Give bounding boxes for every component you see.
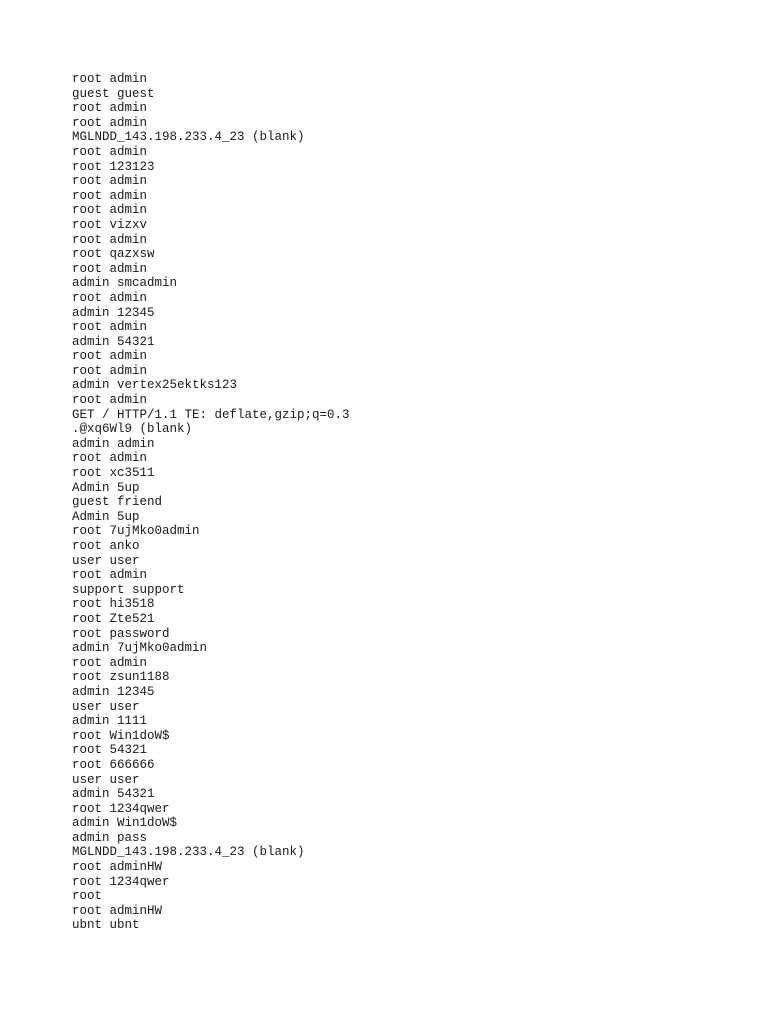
credential-line: root admin xyxy=(72,320,148,335)
credential-line: root admin xyxy=(72,261,148,276)
credential-line: root Win1doW$ xyxy=(72,728,170,743)
credential-list xyxy=(72,72,350,933)
credential-line: admin 7ujMko0admin xyxy=(72,641,208,656)
credential-line: root adminHW xyxy=(72,903,163,918)
credential-line: root admin xyxy=(72,232,148,247)
credential-line: root adminHW xyxy=(72,860,163,875)
credential-line: root 54321 xyxy=(72,743,148,758)
credential-line: root 1234qwer xyxy=(72,801,170,816)
credential-line: GET / HTTP/1.1 TE: deflate,gzip;q=0.3 xyxy=(72,407,350,422)
credential-line: root admin xyxy=(72,115,148,130)
credential-line: ubnt ubnt xyxy=(72,918,140,933)
credential-line: root admin xyxy=(72,144,148,159)
credential-line: root vizxv xyxy=(72,217,148,232)
credential-line: Admin 5up xyxy=(72,480,140,495)
credential-line: root admin xyxy=(72,349,148,364)
credential-line: root 1234qwer xyxy=(72,874,170,889)
credential-line: user user xyxy=(72,553,140,568)
credential-line: root admin xyxy=(72,290,148,305)
credential-line: root 7ujMko0admin xyxy=(72,524,200,539)
credential-line: root hi3518 xyxy=(72,597,155,612)
credential-line: guest guest xyxy=(72,86,155,101)
credential-line: root 123123 xyxy=(72,159,155,174)
credential-line: root zsun1188 xyxy=(72,670,170,685)
credential-line: support support xyxy=(72,582,185,597)
credential-line: admin 54321 xyxy=(72,334,155,349)
credential-line: root admin xyxy=(72,655,148,670)
credential-line: root Zte521 xyxy=(72,611,155,626)
credential-line: root qazxsw xyxy=(72,247,155,262)
credential-line: root admin xyxy=(72,174,148,189)
credential-line: admin Win1doW$ xyxy=(72,816,178,831)
credential-line: root admin xyxy=(72,101,148,116)
credential-line: MGLNDD_143.198.233.4_23 (blank) xyxy=(72,130,305,145)
credential-line: root admin xyxy=(72,451,148,466)
credential-line: admin 12345 xyxy=(72,684,155,699)
credential-line: root 666666 xyxy=(72,757,155,772)
credential-line: user user xyxy=(72,699,140,714)
credential-line: admin vertex25ektks123 xyxy=(72,378,238,393)
credential-line: root admin xyxy=(72,188,148,203)
credential-line: root xyxy=(72,889,103,904)
credential-line: user user xyxy=(72,772,140,787)
credential-line: Admin 5up xyxy=(72,509,140,524)
credential-line: root admin xyxy=(72,568,148,583)
credential-line: root anko xyxy=(72,539,140,553)
credential-line: admin smcadmin xyxy=(72,276,178,291)
credential-line: admin 54321 xyxy=(72,787,155,802)
credential-line: root admin xyxy=(72,363,148,378)
credential-line: guest friend xyxy=(72,495,163,510)
credential-line: root admin xyxy=(72,203,148,218)
credential-line: admin admin xyxy=(72,436,155,451)
credential-line: admin 12345 xyxy=(72,305,155,320)
credential-line: root admin xyxy=(72,72,148,86)
credential-line: admin 1111 xyxy=(72,714,148,729)
credential-line: root admin xyxy=(72,393,148,408)
credential-line: MGLNDD_143.198.233.4_23 (blank) xyxy=(72,845,305,860)
credential-line: root password xyxy=(72,626,170,641)
credential-line: admin pass xyxy=(72,830,148,845)
credential-line: .@xq6Wl9 (blank) xyxy=(72,422,193,437)
credential-line: root xc3511 xyxy=(72,466,155,481)
